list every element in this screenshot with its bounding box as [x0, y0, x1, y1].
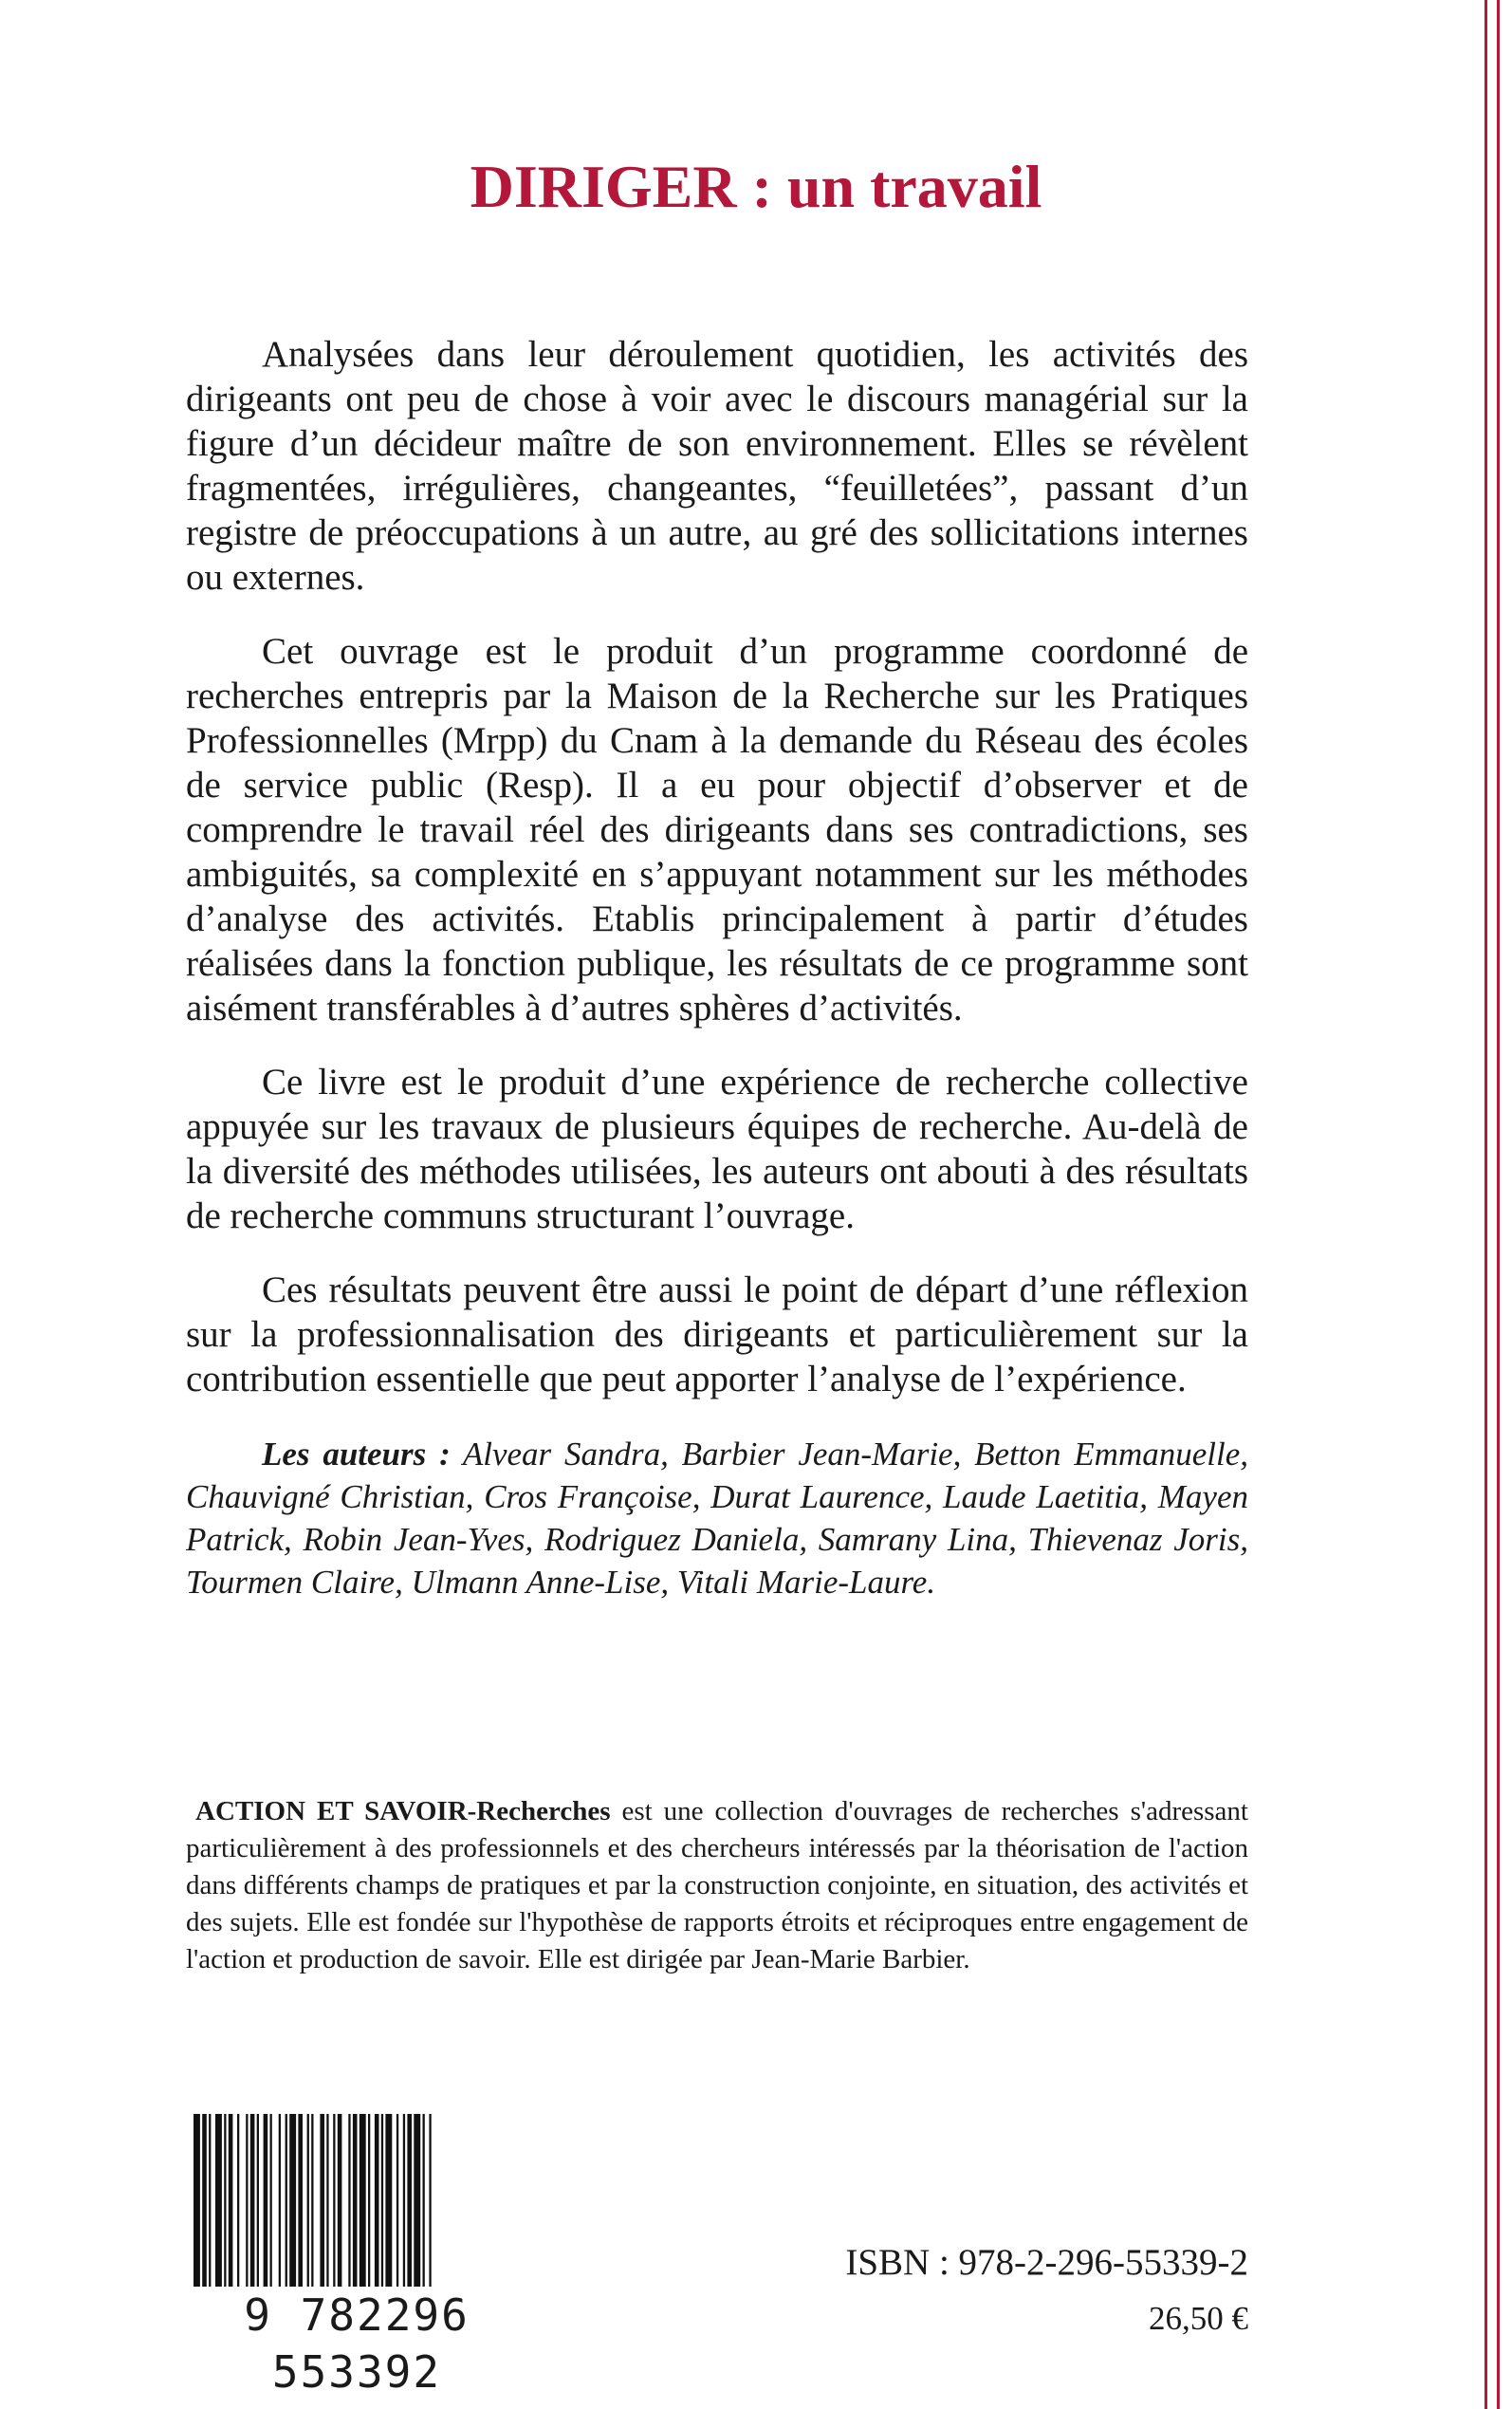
authors-names: Alvear Sandra, Barbier Jean-Marie, Betton Emmanuelle, Chauvigné Christian, Cros Françoise, Durat Laurence, Laude Laetitia, Mayen Patrick, Robin Jean-Yves, Rodriguez Daniela, Samrany Lina, Thievenaz Joris, Tourmen Claire, Ulmann Anne-Lise, Vitali Marie-Laure. — [186, 1436, 1248, 1601]
authors-label: Les auteurs : — [262, 1436, 451, 1473]
summary-paragraph-1: Analysées dans leur déroulement quotidien, les activités des dirigeants ont peu de chose à voir avec le discours managérial sur la figure d’un décideur maître de son environnement. Elles se révèlent fragmentées, irrégulières, changeantes, “feuilletées”, passant d’un registre de préoccupations à un autre, au gré des sollicitations internes ou externes. — [186, 334, 1248, 598]
barcode-bars — [186, 2114, 527, 2304]
book-title: DIRIGER : un travail — [470, 153, 1042, 220]
summary-text — [186, 332, 1248, 1431]
edge-rule-right — [1497, 0, 1500, 2409]
price: 26,50 € — [1149, 2300, 1248, 2337]
edge-rule-left — [1484, 0, 1487, 2409]
collection-description — [186, 1793, 1248, 1978]
summary-paragraph-2: Cet ouvrage est le produit d’un programme coordonné de recherches entrepris par la Maison de la Recherche sur les Pratiques Professionnelles (Mrpp) du Cnam à la demande du Réseau des écoles de service public (Resp). Il a eu pour objectif d’observer et de comprendre le travail réel des dirigeants dans ses contradictions, ses ambiguités, sa complexité en s’appuyant notamment sur les méthodes d’analyse des activités. Etablis principalement à partir d’études réalisées dans la fonction publique, les résultats de ce programme sont aisément transférables à d’autres sphères d’activités. — [186, 631, 1248, 1028]
summary-paragraph-4: Ces résultats peuvent être aussi le point de départ d’une réflexion sur la professionnalisation des dirigeants et particulièrement sur la contribution essentielle que peut apporter l’analyse de l’expérience. — [186, 1269, 1248, 1399]
summary-paragraph-3: Ce livre est le produit d’une expérience de recherche collective appuyée sur les travaux de plusieurs équipes de recherche. Au-delà de la diversité des méthodes utilisées, les auteurs ont abouti à des résultats de recherche communs structurant l’ouvrage. — [186, 1062, 1248, 1236]
barcode-digits: 9 782296 553392 — [186, 2287, 527, 2400]
isbn-number: ISBN : 978-2-296-55339-2 — [845, 2242, 1248, 2283]
collection-text: est une collection d'ouvrages de recherches s'adressant particulièrement à des professionnels et des chercheurs intéressés par la théorisation de l'action dans différents champs de pratiques et par la construction conjointe, en situation, des activités et des sujets. Elle est fondée sur l'hypothèse de rapports étroits et réciproques entre engagement de l'action et production de savoir. Elle est dirigée par Jean-Marie Barbier. — [186, 1796, 1248, 1974]
authors-block — [186, 1433, 1248, 1603]
collection-name: ACTION ET SAVOIR-Recherches — [195, 1796, 611, 1826]
